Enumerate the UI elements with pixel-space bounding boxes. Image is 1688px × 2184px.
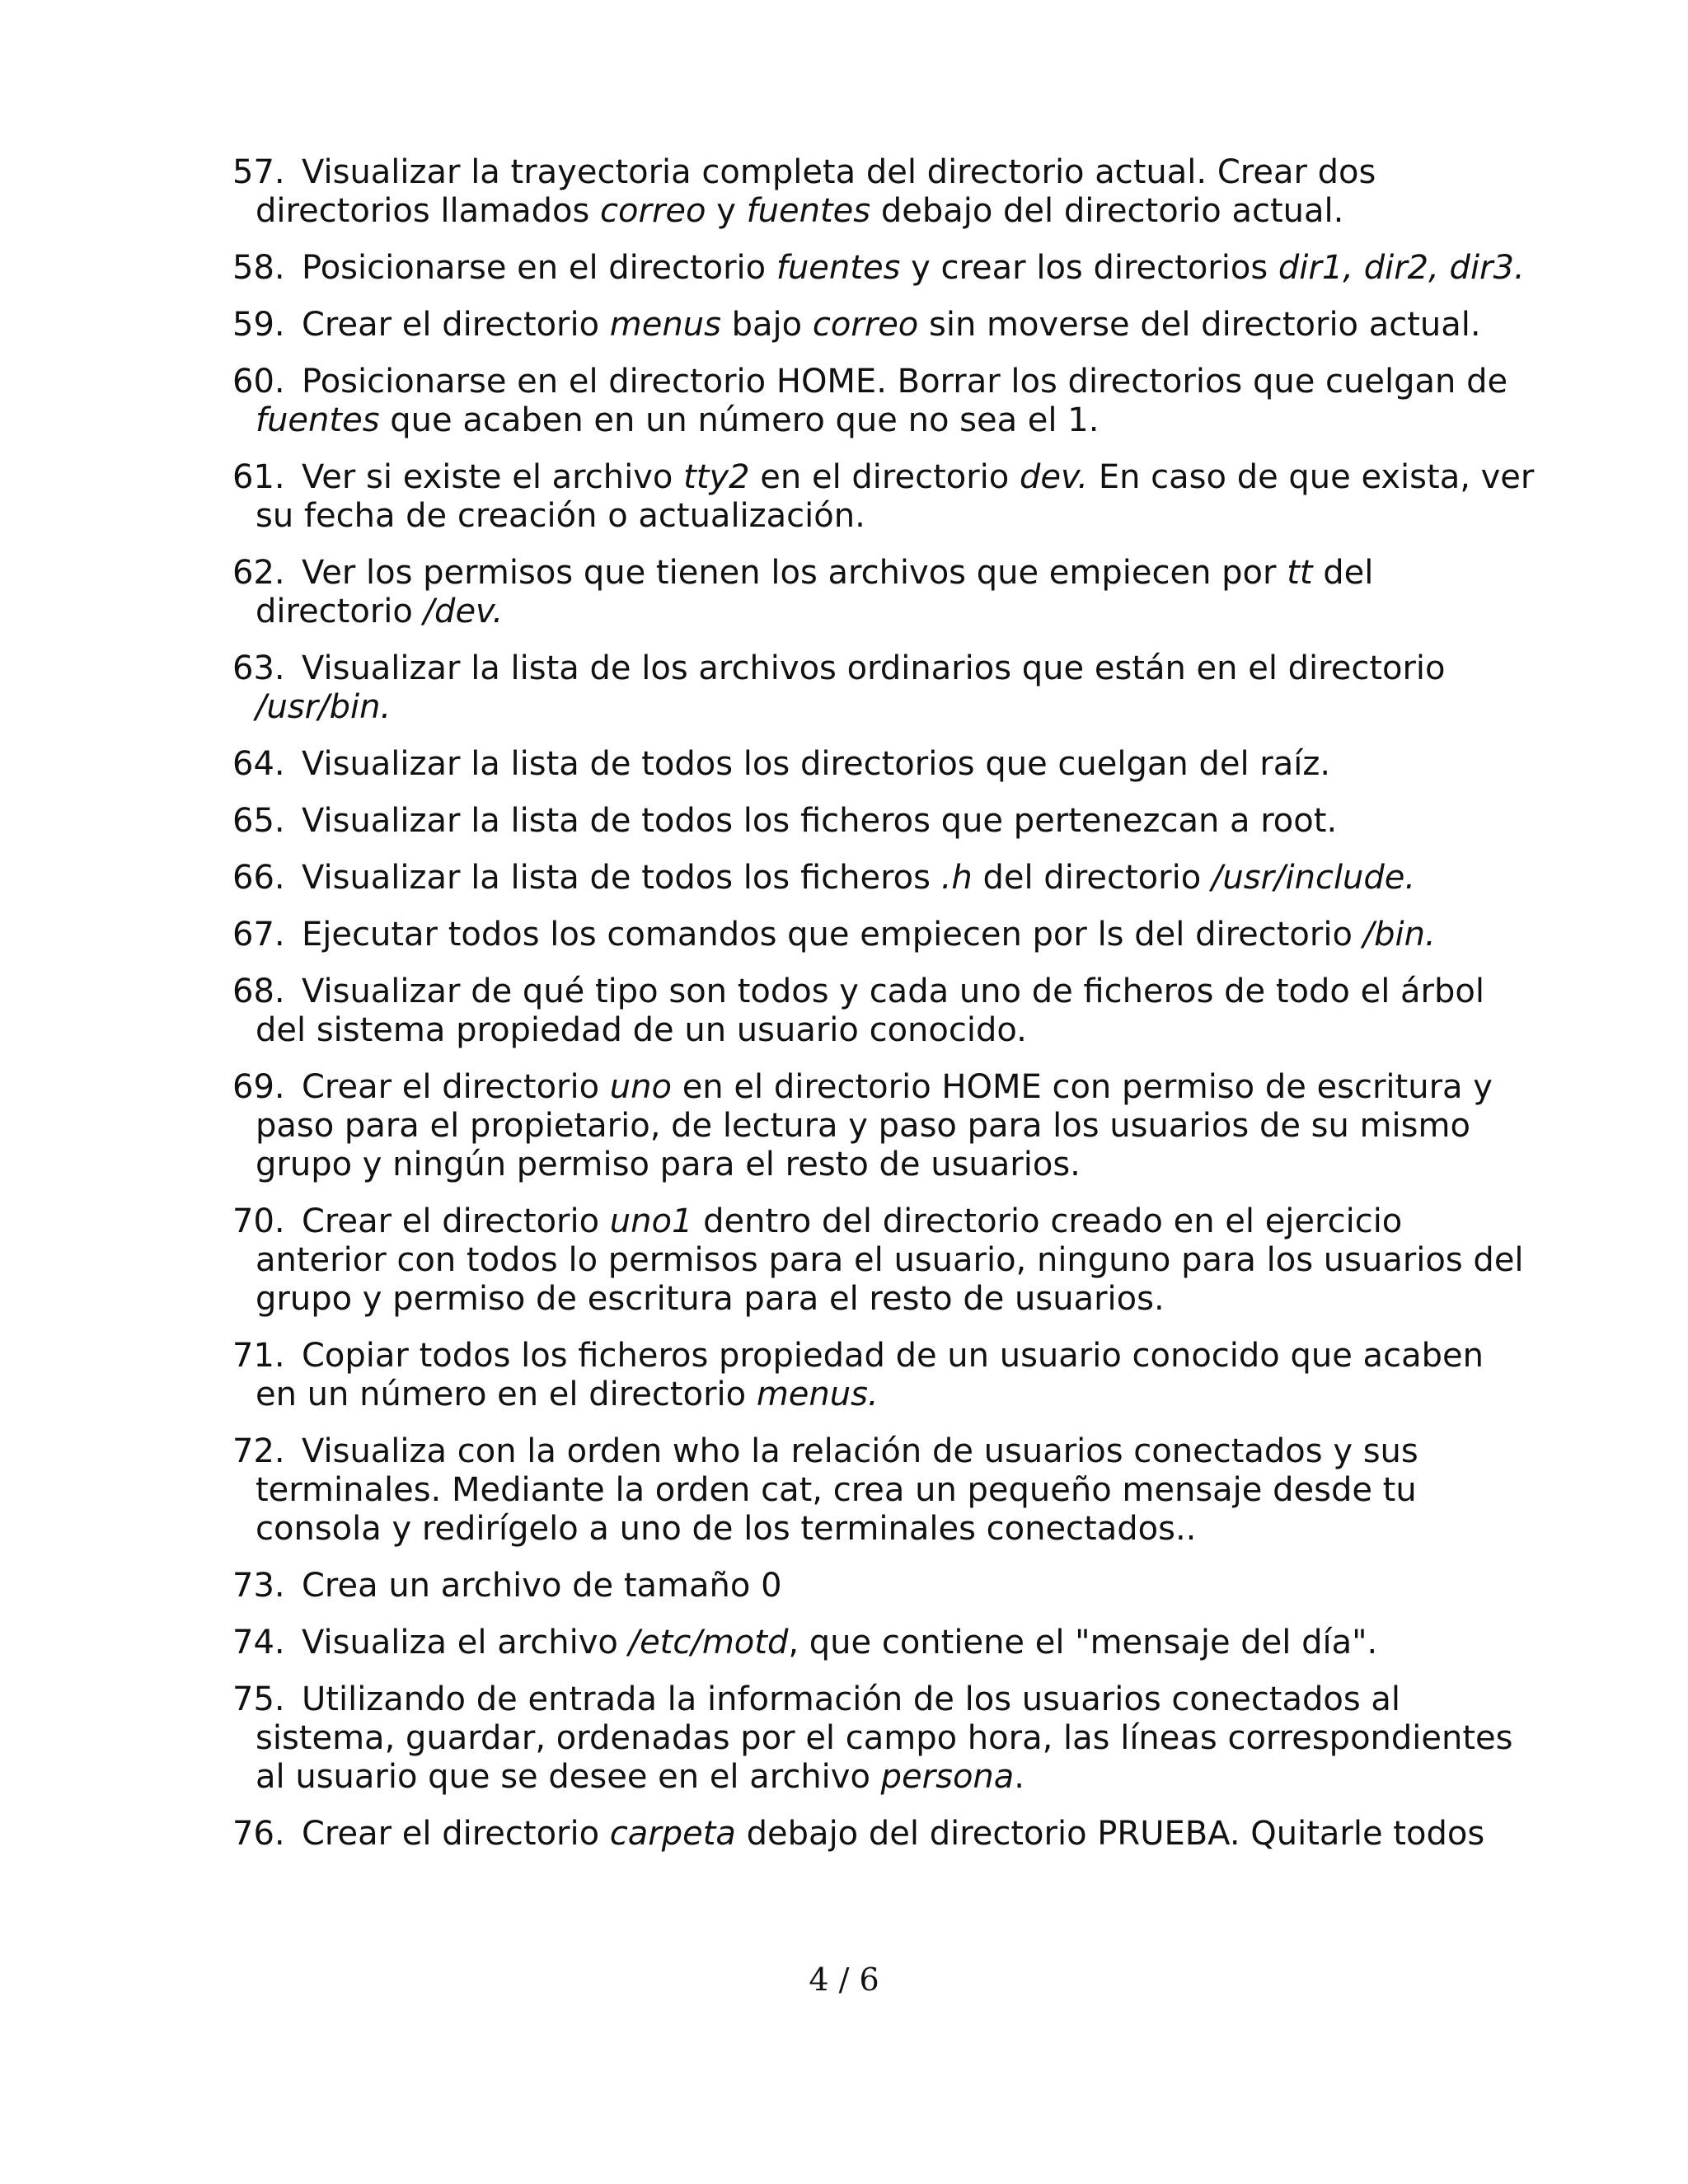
exercise-item [232, 306, 1535, 344]
exercise-item [232, 1815, 1535, 1854]
exercise-text-italic: fuentes [256, 401, 380, 439]
exercise-text: Crear el directorio [302, 1068, 610, 1106]
exercise-number: 63. [232, 649, 285, 687]
exercise-text: sin moverse del directorio actual. [918, 306, 1481, 344]
exercise-text: Visualizar la lista de los archivos ordinarios que están en el directorio [302, 649, 1446, 687]
exercise-text: del directorio [256, 554, 1374, 630]
exercise-text: Utilizando de entrada la información de los usuarios conectados al sistema, guardar, ordenadas por el campo hora, las líneas correspondientes al usuario que se desee en el archivo [256, 1680, 1513, 1796]
exercise-text-italic: carpeta [609, 1815, 736, 1853]
exercise-number: 66. [232, 859, 285, 897]
exercise-number: 61. [232, 458, 285, 496]
exercise-number: 73. [232, 1567, 285, 1605]
page-number: 4 / 6 [809, 1961, 879, 1998]
exercise-item [232, 649, 1535, 727]
exercise-item [232, 916, 1535, 954]
exercise-text: Ver si existe el archivo [302, 458, 684, 496]
exercise-item [232, 1680, 1535, 1797]
exercise-item [232, 554, 1535, 631]
exercise-text-italic: /usr/include. [1211, 859, 1416, 897]
exercise-item [232, 153, 1535, 231]
exercise-number: 60. [232, 363, 285, 401]
exercise-text: Crear el directorio [302, 1815, 610, 1853]
exercise-text-italic: persona [880, 1758, 1015, 1796]
exercise-text: en el directorio HOME con permiso de escritura y paso para el propietario, de lectura y paso para los usuarios de su mismo grupo y ningún permiso para el resto de usuarios. [256, 1068, 1493, 1183]
exercise-text: Crear el directorio [302, 306, 610, 344]
exercise-list [232, 153, 1535, 1872]
exercise-text-italic: tt [1287, 554, 1313, 592]
exercise-number: 65. [232, 802, 285, 840]
exercise-item [232, 1432, 1535, 1549]
exercise-text: y [706, 192, 747, 230]
exercise-text-italic: /usr/bin. [256, 688, 392, 726]
exercise-text: En caso de que exista, ver su fecha de creación o actualización. [256, 458, 1535, 535]
exercise-text: Visualizar la lista de todos los ficheros [302, 859, 941, 897]
exercise-text: Copiar todos los ficheros propiedad de un usuario conocido que acaben en un número en el directorio [256, 1337, 1484, 1413]
exercise-text-italic: dir1, dir2, dir3. [1278, 249, 1525, 287]
exercise-text-italic: uno1 [609, 1202, 693, 1240]
exercise-number: 62. [232, 554, 285, 592]
exercise-text: Visualizar la trayectoria completa del directorio actual. Crear dos directorios llamados [256, 153, 1376, 230]
exercise-text: Visualizar de qué tipo son todos y cada uno de ficheros de todo el árbol del sistema propiedad de un usuario conocido. [256, 972, 1484, 1049]
exercise-text: Visualizar la lista de todos los directorios que cuelgan del raíz. [302, 745, 1331, 783]
exercise-number: 75. [232, 1680, 285, 1718]
exercise-text-italic: .h [940, 859, 973, 897]
exercise-number: 57. [232, 153, 285, 191]
exercise-text-italic: dev. [1019, 458, 1089, 496]
exercise-text: Visualiza el archivo [302, 1624, 629, 1661]
exercise-number: 70. [232, 1202, 285, 1240]
exercise-text: Ver los permisos que tienen los archivos que empiecen por [302, 554, 1287, 592]
exercise-item [232, 972, 1535, 1050]
exercise-text-italic: menus [609, 306, 721, 344]
exercise-text: bajo [720, 306, 813, 344]
exercise-item [232, 1567, 1535, 1605]
exercise-item [232, 458, 1535, 536]
exercise-number: 72. [232, 1432, 285, 1470]
exercise-text: Visualizar la lista de todos los ficheros que pertenezcan a root. [302, 802, 1338, 840]
exercise-number: 59. [232, 306, 285, 344]
exercise-text: . [1014, 1758, 1025, 1796]
exercise-item [232, 1624, 1535, 1662]
exercise-text: Ejecutar todos los comandos que empiecen por ls del directorio [302, 916, 1363, 954]
exercise-text-italic: correo [812, 306, 919, 344]
exercise-number: 68. [232, 972, 285, 1010]
exercise-text: y crear los directorios [900, 249, 1278, 287]
exercise-text: Posicionarse en el directorio [302, 249, 776, 287]
exercise-text: debajo del directorio PRUEBA. Quitarle todos [735, 1815, 1485, 1853]
exercise-number: 58. [232, 249, 285, 287]
exercise-text: en el directorio [749, 458, 1020, 496]
exercise-text: que acaben en un número que no sea el 1. [379, 401, 1100, 439]
exercise-text: debajo del directorio actual. [870, 192, 1344, 230]
exercise-text: Posicionarse en el directorio HOME. Borrar los directorios que cuelgan de [302, 363, 1508, 401]
exercise-text-italic: /etc/motd [628, 1624, 789, 1661]
exercise-number: 76. [232, 1815, 285, 1853]
exercise-item [232, 363, 1535, 440]
exercise-text-italic: fuentes [776, 249, 901, 287]
exercise-number: 71. [232, 1337, 285, 1375]
exercise-item [232, 1068, 1535, 1184]
exercise-item [232, 1337, 1535, 1414]
exercise-number: 74. [232, 1624, 285, 1661]
exercise-item [232, 1202, 1535, 1319]
exercise-text-italic: /dev. [423, 593, 504, 630]
exercise-text-italic: menus. [756, 1376, 879, 1413]
exercise-text: del directorio [972, 859, 1212, 897]
exercise-text-italic: uno [609, 1068, 672, 1106]
exercise-text: Visualiza con la orden who la relación de usuarios conectados y sus terminales. Mediante la orden cat, crea un pequeño mensaje desde tu consola y redirígelo a uno de los terminales conectados.. [256, 1432, 1418, 1548]
exercise-text: Crea un archivo de tamaño 0 [302, 1567, 782, 1605]
exercise-number: 67. [232, 916, 285, 954]
exercise-text-italic: correo [600, 192, 706, 230]
exercise-item [232, 802, 1535, 841]
exercise-text: , que contiene el "mensaje del día". [788, 1624, 1378, 1661]
exercise-text-italic: /bin. [1362, 916, 1436, 954]
exercise-text-italic: fuentes [746, 192, 871, 230]
exercise-item [232, 745, 1535, 784]
exercise-number: 64. [232, 745, 285, 783]
exercise-text: dentro del directorio creado en el ejercicio anterior con todos lo permisos para el usuario, ninguno para los usuarios del grupo y permiso de escritura para el resto de usuarios. [256, 1202, 1524, 1318]
exercise-number: 69. [232, 1068, 285, 1106]
exercise-item [232, 249, 1535, 288]
exercise-text-italic: tty2 [683, 458, 750, 496]
exercise-item [232, 859, 1535, 898]
exercise-text: Crear el directorio [302, 1202, 610, 1240]
